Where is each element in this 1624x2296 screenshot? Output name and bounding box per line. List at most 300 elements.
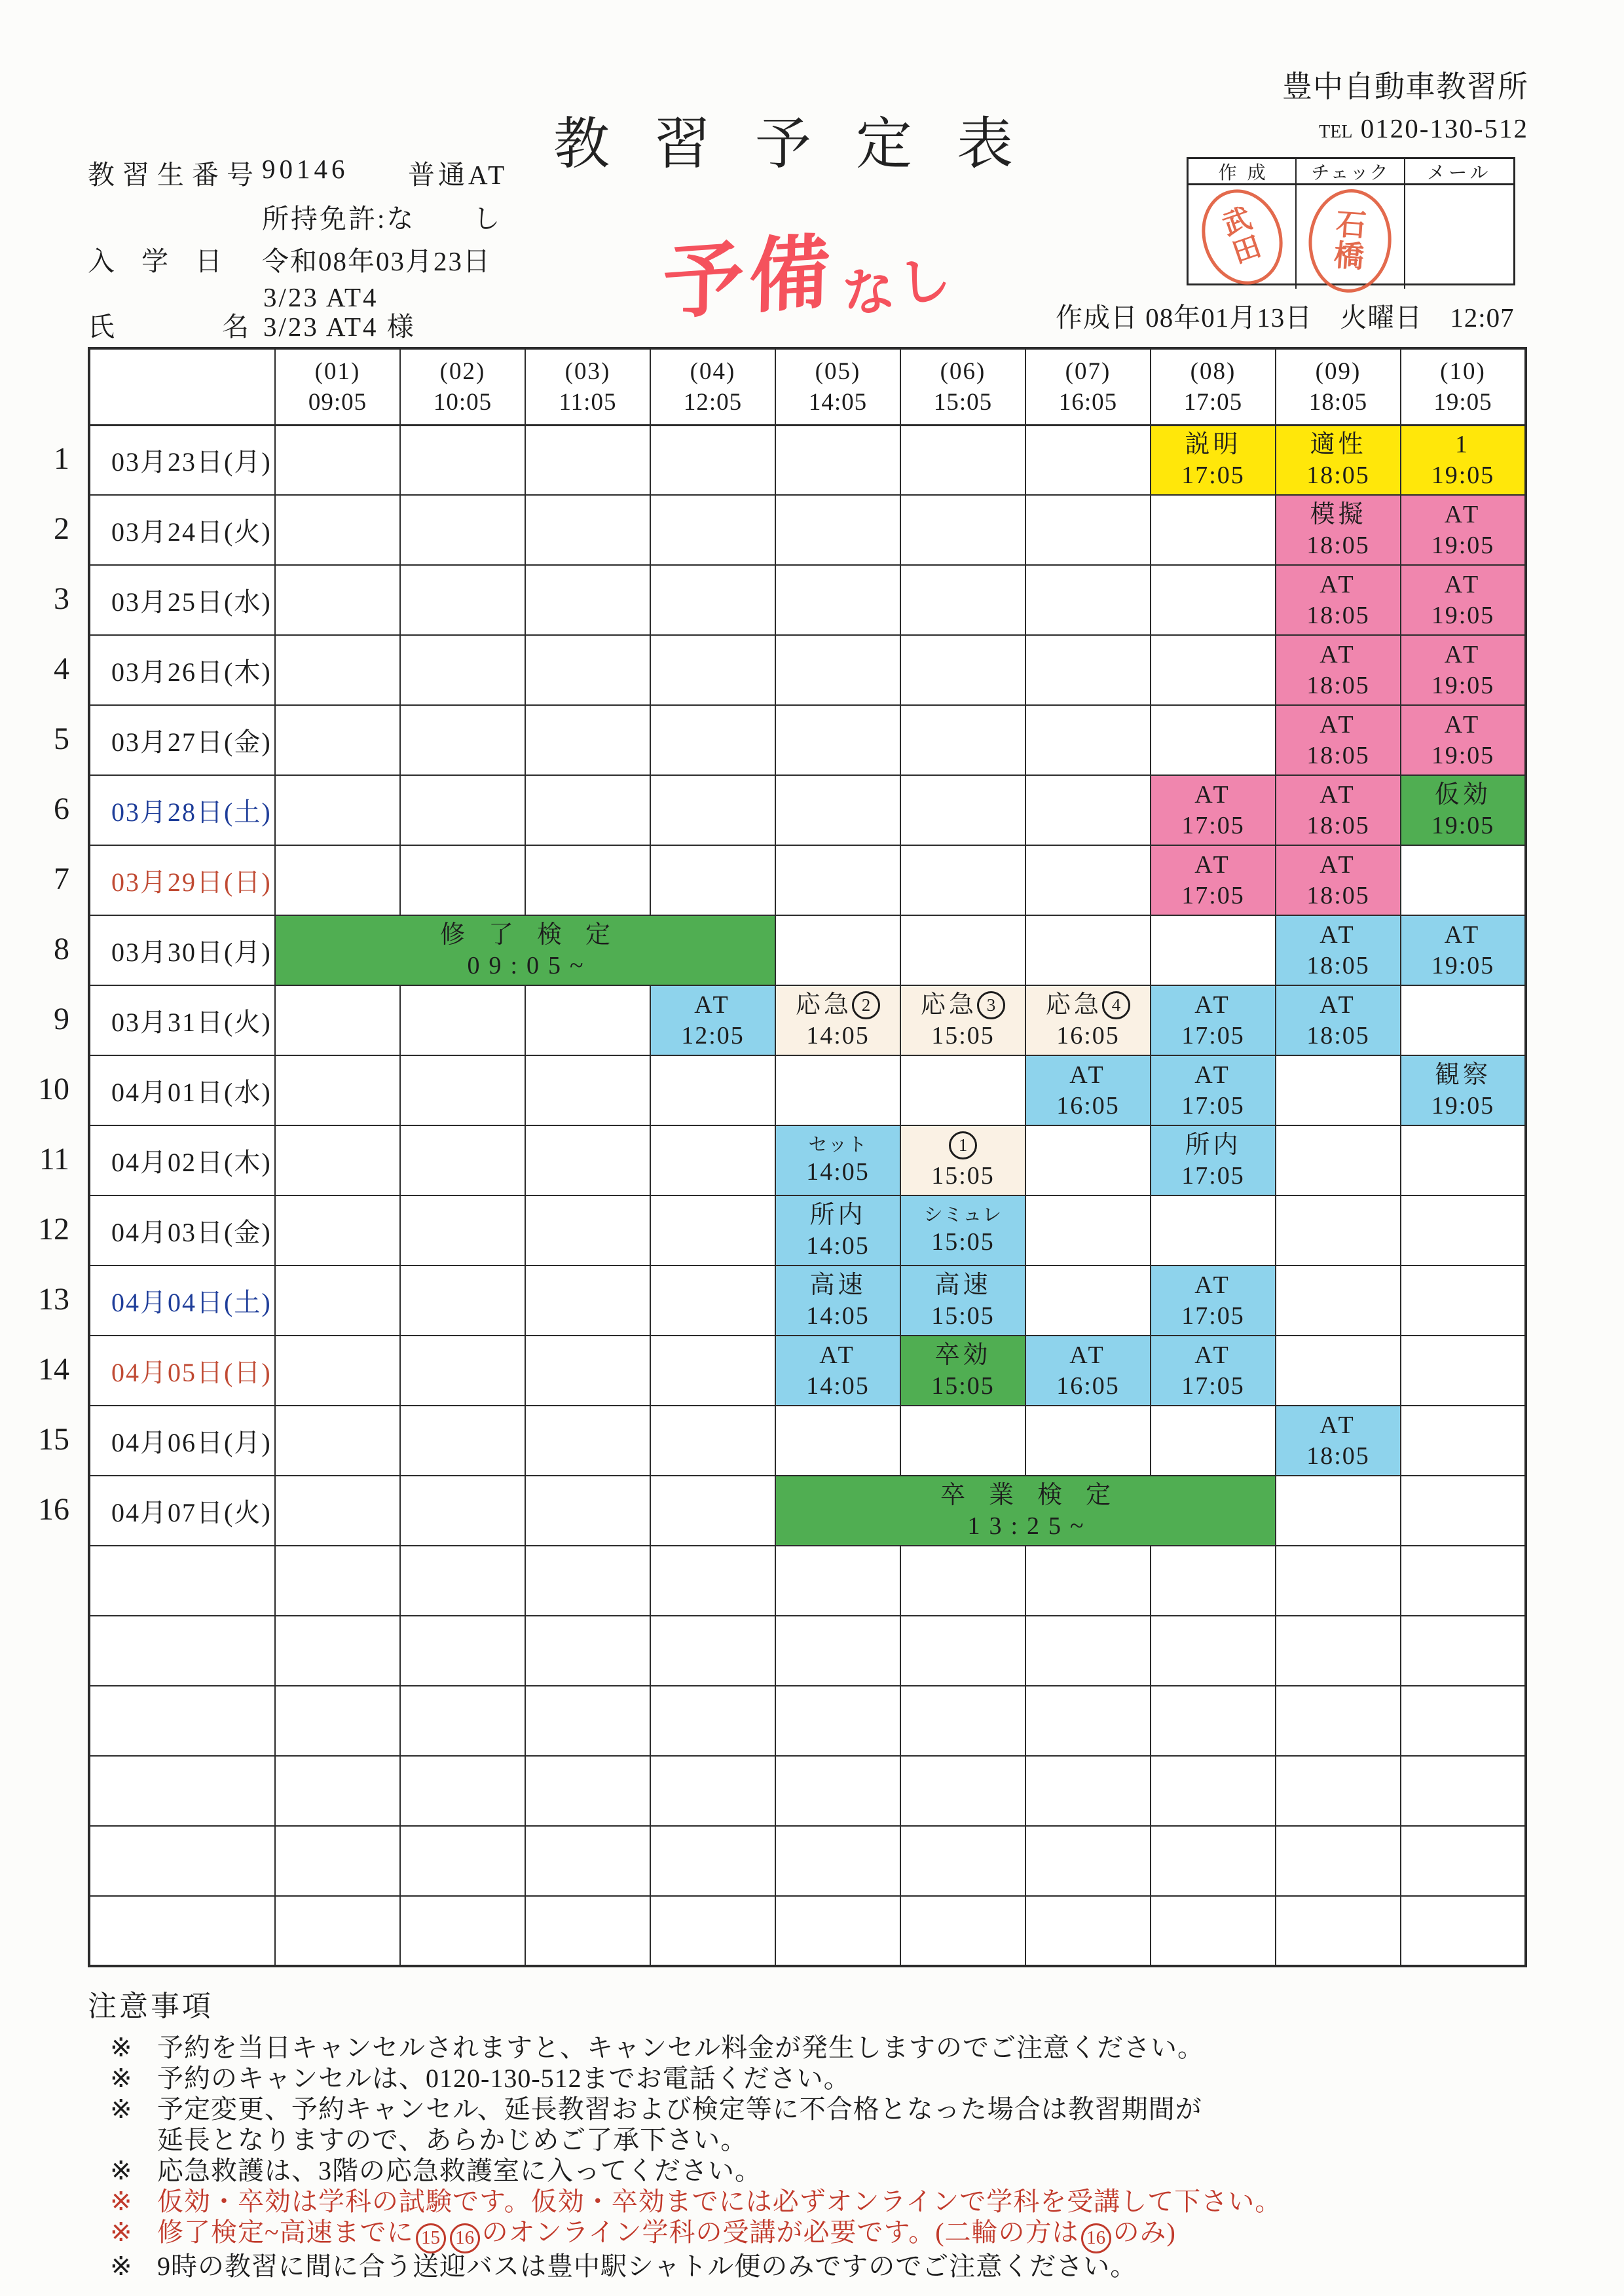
note-text [157, 2094, 1202, 2124]
lesson-label-text: 卒効 [934, 1341, 991, 1369]
lesson-label-text: AT [1320, 780, 1357, 809]
empty-cell [1025, 635, 1151, 705]
period-time: 11:05 [559, 388, 617, 416]
empty-cell [650, 1125, 775, 1195]
note-text [157, 2251, 1137, 2282]
empty-cell [400, 565, 525, 635]
empty-cell [1401, 1266, 1526, 1336]
lesson-time: 12:05 [681, 1021, 745, 1049]
empty-cell [1151, 1546, 1276, 1616]
empty-cell [775, 1406, 900, 1476]
note-text-segment: 応急救護は、3階の応急救護室に入ってください。 [157, 2156, 762, 2185]
empty-cell [1401, 1546, 1526, 1616]
empty-cell [650, 1826, 775, 1896]
empty-cell [1401, 985, 1526, 1055]
period-header [525, 348, 650, 425]
empty-cell [400, 1826, 525, 1896]
empty-cell [400, 705, 525, 775]
lesson-label-text: 適性 [1310, 431, 1367, 459]
empty-cell [775, 1756, 900, 1826]
row-number: 2 [54, 511, 69, 546]
empty-cell [400, 1616, 525, 1686]
lesson-cell [1151, 1336, 1276, 1406]
empty-cell [525, 1055, 650, 1125]
note-text [157, 2124, 747, 2155]
lesson-label [776, 991, 900, 1019]
period-number: (08) [1190, 357, 1236, 385]
lesson-time: 14:05 [806, 1302, 870, 1330]
empty-cell [400, 775, 525, 845]
lesson-label-text: AT [1320, 920, 1357, 949]
lesson-time: 17:05 [1181, 1091, 1245, 1120]
lesson-label [1026, 1341, 1150, 1370]
lesson-label-text: 応急 [1045, 991, 1102, 1019]
row-number: 5 [54, 721, 69, 756]
period-header [650, 348, 775, 425]
empty-cell [650, 705, 775, 775]
date-cell [89, 1616, 275, 1686]
lesson-cell [1276, 705, 1401, 775]
lesson-label [1151, 991, 1275, 1019]
lesson-label-text: 所内 [1185, 1131, 1242, 1159]
license-line: 所持免許:な し [262, 204, 502, 234]
lesson-label [1276, 851, 1400, 879]
empty-cell [1401, 1826, 1526, 1896]
period-number: (07) [1065, 357, 1111, 385]
empty-cell [525, 775, 650, 845]
lesson-label [776, 1482, 1275, 1510]
hanko-stamp-takeda [1189, 178, 1295, 295]
empty-cell [275, 775, 400, 845]
lesson-label-text: AT [1194, 780, 1232, 809]
handwritten-note [662, 198, 955, 335]
empty-cell [1401, 1336, 1526, 1406]
empty-cell [1401, 1686, 1526, 1756]
lesson-time: 14:05 [806, 1372, 870, 1400]
lesson-time: 17:05 [1181, 461, 1245, 489]
empty-cell [650, 1055, 775, 1125]
lesson-label [1276, 711, 1400, 739]
note-text-segment: 予約のキャンセルは、0120-130-512までお電話ください。 [157, 2064, 851, 2093]
empty-cell [275, 1896, 400, 1966]
empty-cell [1025, 1686, 1151, 1756]
empty-cell [650, 775, 775, 845]
lesson-cell [1276, 565, 1401, 635]
lesson-time: 15:05 [931, 1228, 995, 1256]
date-cell: 03月23日(月) [89, 425, 275, 495]
lesson-label-text: AT [1320, 710, 1357, 738]
note-text-segment: のオンライン学科の受講が必要です。(二輪の方は [481, 2217, 1079, 2247]
period-header [900, 348, 1025, 425]
lesson-label-text: AT [1320, 1411, 1357, 1439]
lesson-cell [1276, 915, 1401, 985]
schedule-table [88, 347, 1527, 1967]
empty-cell [1025, 565, 1151, 635]
date-column-header [89, 348, 275, 425]
note-text [157, 2063, 851, 2094]
empty-cell [1401, 1616, 1526, 1686]
empty-cell [1401, 1896, 1526, 1966]
circled-lesson-number: 15 [416, 2223, 446, 2253]
lesson-label-text: 模擬 [1310, 500, 1367, 528]
empty-cell [1151, 1195, 1276, 1266]
note-marker: ※ [110, 2094, 133, 2124]
empty-cell [775, 495, 900, 565]
empty-cell [1025, 1896, 1151, 1966]
lesson-time: 18:05 [1306, 671, 1370, 699]
lesson-label-text: 所内 [809, 1201, 866, 1229]
empty-cell [400, 1266, 525, 1336]
empty-cell [1276, 1896, 1401, 1966]
row-number: 7 [54, 862, 69, 896]
empty-cell [1401, 1406, 1526, 1476]
period-time: 12:05 [683, 388, 743, 416]
empty-cell [1276, 1686, 1401, 1756]
row-number [26, 1685, 79, 1755]
note-item [88, 2217, 1541, 2251]
empty-cell [275, 985, 400, 1055]
note-marker: ※ [110, 2156, 133, 2185]
note-text-segment: 予約を当日キャンセルされますと、キャンセル料金が発生しますのでご注意ください。 [157, 2033, 1204, 2062]
empty-cell [1276, 1125, 1401, 1195]
empty-cell [525, 845, 650, 915]
lesson-label-text: AT [1194, 991, 1232, 1019]
notes-list [88, 2032, 1541, 2282]
lesson-cell [1401, 1055, 1526, 1125]
lesson-label-text: AT [1320, 640, 1357, 668]
empty-cell [525, 495, 650, 565]
lesson-cell [1276, 845, 1401, 915]
period-header [775, 348, 900, 425]
empty-cell [1025, 705, 1151, 775]
row-number [26, 1825, 79, 1895]
period-number: (05) [815, 357, 861, 385]
empty-cell [775, 1686, 900, 1756]
empty-cell [275, 495, 400, 565]
lesson-time: 17:05 [1181, 1372, 1245, 1400]
empty-cell [650, 1336, 775, 1406]
lesson-label [1276, 781, 1400, 809]
row-number: 9 [54, 1002, 69, 1036]
tel-number: 0120-130-512 [1360, 113, 1528, 143]
empty-cell [1151, 1896, 1276, 1966]
lesson-label [776, 1201, 900, 1230]
approval-cell-check [1297, 185, 1405, 289]
note-text-segment: 9時の教習に間に合う送迎バスは豊中駅シャトル便のみですのでご注意ください。 [157, 2251, 1137, 2281]
empty-cell [1151, 1406, 1276, 1476]
empty-cell [900, 1756, 1025, 1826]
empty-cell [275, 705, 400, 775]
date-cell: 04月05日(日) [89, 1336, 275, 1406]
note-item [88, 2186, 1541, 2217]
empty-cell [1025, 495, 1151, 565]
lesson-cell [1276, 775, 1401, 845]
stamp-char: 石 [1335, 207, 1367, 243]
row-number [26, 1614, 79, 1685]
empty-cell [650, 1476, 775, 1546]
lesson-time: 18:05 [1306, 881, 1370, 909]
empty-cell [1276, 1826, 1401, 1896]
empty-cell [525, 1406, 650, 1476]
empty-cell [1025, 1195, 1151, 1266]
note-text-segment: 修了検定~高速までに [157, 2217, 414, 2247]
date-cell [89, 1826, 275, 1896]
empty-cell [525, 1266, 650, 1336]
empty-cell [1151, 565, 1276, 635]
empty-cell [650, 1406, 775, 1476]
empty-cell [275, 1055, 400, 1125]
empty-cell [275, 635, 400, 705]
row-number-column [26, 424, 79, 1965]
lesson-label [1401, 921, 1524, 949]
row-number: 13 [38, 1282, 69, 1317]
lesson-cell [650, 985, 775, 1055]
note-text-segment: 仮効・卒効は学科の試験です。仮効・卒効までには必ずオンラインで学科を受講して下さい。 [157, 2187, 1282, 2216]
schedule-row [89, 1195, 1526, 1266]
lesson-label [276, 921, 775, 949]
lesson-label-text: AT [1320, 570, 1357, 598]
empty-cell [900, 1616, 1025, 1686]
lesson-cell [1401, 565, 1526, 635]
period-header [1401, 348, 1526, 425]
empty-cell [400, 1336, 525, 1406]
schedule-row [89, 1756, 1526, 1826]
lesson-cell [900, 985, 1025, 1055]
lesson-time: 18:05 [1306, 461, 1370, 489]
note-text-segment: 延長となりますので、あらかじめご了承下さい。 [157, 2125, 748, 2155]
lesson-time: 15:05 [931, 1372, 995, 1400]
schedule-row [89, 1686, 1526, 1756]
empty-cell [1151, 915, 1276, 985]
lesson-label-text: セット [808, 1134, 868, 1156]
note-item [88, 2155, 1541, 2186]
lesson-label-text: AT [1444, 710, 1482, 738]
schedule-row [89, 565, 1526, 635]
empty-cell [400, 1686, 525, 1756]
note-text-segment: のみ) [1113, 2217, 1176, 2247]
empty-cell [775, 705, 900, 775]
date-cell [89, 1686, 275, 1756]
row-number: 14 [38, 1352, 69, 1387]
school-header [1282, 63, 1528, 144]
empty-cell [1151, 495, 1276, 565]
period-time: 14:05 [808, 388, 868, 416]
empty-cell [900, 845, 1025, 915]
lesson-cell [775, 985, 900, 1055]
lesson-label-text: AT [1320, 991, 1357, 1019]
empty-cell [1151, 635, 1276, 705]
lesson-cell [775, 1476, 1276, 1546]
lesson-label-text: 観察 [1434, 1061, 1491, 1089]
empty-cell [275, 1616, 400, 1686]
row-number: 12 [38, 1212, 69, 1247]
empty-cell [275, 1476, 400, 1546]
lesson-label [651, 991, 775, 1019]
period-time: 10:05 [433, 388, 492, 416]
note-item [88, 2063, 1541, 2094]
stamp-char: 田 [1228, 231, 1265, 270]
empty-cell [775, 635, 900, 705]
lesson-cell [900, 1195, 1025, 1266]
lesson-label [1151, 1061, 1275, 1089]
lesson-label [1276, 641, 1400, 669]
empty-cell [525, 1336, 650, 1406]
empty-cell [275, 1336, 400, 1406]
lesson-time: 17:05 [1181, 881, 1245, 909]
lesson-time: 15:05 [931, 1302, 995, 1330]
empty-cell [900, 1686, 1025, 1756]
name-label: 氏 名 [88, 312, 249, 342]
empty-cell [775, 1896, 900, 1966]
empty-cell [775, 775, 900, 845]
empty-cell [775, 845, 900, 915]
lesson-label [1401, 501, 1524, 529]
period-header [1151, 348, 1276, 425]
approval-header-check: チェック [1297, 159, 1405, 185]
lesson-label [1401, 571, 1524, 599]
lesson-label-text: 仮効 [1434, 780, 1491, 809]
row-number: 4 [54, 651, 69, 686]
lesson-time: 16:05 [1056, 1091, 1120, 1120]
period-header [400, 348, 525, 425]
lesson-time: 18:05 [1306, 951, 1370, 979]
empty-cell [525, 1476, 650, 1546]
class-code: 3/23 AT4 [263, 282, 378, 312]
empty-cell [1025, 845, 1151, 915]
lesson-cell [1025, 1055, 1151, 1125]
lesson-time: 09:05~ [467, 951, 593, 979]
empty-cell [275, 1125, 400, 1195]
empty-cell [275, 1546, 400, 1616]
lesson-time: 18:05 [1306, 741, 1370, 769]
empty-cell [525, 635, 650, 705]
empty-cell [650, 1756, 775, 1826]
student-no-value: 90146 [262, 154, 349, 184]
empty-cell [1025, 425, 1151, 495]
period-number: (04) [690, 357, 736, 385]
note-item [88, 2032, 1541, 2063]
schedule-row [89, 1476, 1526, 1546]
lesson-label-text: AT [1069, 1061, 1107, 1089]
empty-cell [900, 705, 1025, 775]
empty-cell [900, 1546, 1025, 1616]
empty-cell [1025, 1125, 1151, 1195]
empty-cell [1151, 1686, 1276, 1756]
empty-cell [275, 1406, 400, 1476]
lesson-cell [1401, 425, 1526, 495]
empty-cell [650, 565, 775, 635]
empty-cell [1025, 1406, 1151, 1476]
empty-cell [650, 1896, 775, 1966]
empty-cell [1276, 1336, 1401, 1406]
empty-cell [900, 635, 1025, 705]
school-tel [1282, 113, 1528, 144]
lesson-label [1151, 1271, 1275, 1300]
empty-cell [650, 635, 775, 705]
name-value: 3/23 AT4 様 [263, 312, 416, 342]
lesson-label-text: AT [694, 991, 731, 1019]
empty-cell [1025, 915, 1151, 985]
empty-cell [275, 1686, 400, 1756]
circled-number: 4 [1102, 991, 1130, 1019]
empty-cell [525, 425, 650, 495]
lesson-cell [1151, 425, 1276, 495]
period-time: 16:05 [1058, 388, 1118, 416]
empty-cell [275, 1826, 400, 1896]
empty-cell [525, 1756, 650, 1826]
date-cell: 04月01日(水) [89, 1055, 275, 1125]
approval-header-mail: メール [1405, 159, 1513, 185]
lesson-label [1151, 851, 1275, 879]
row-number: 1 [54, 441, 69, 476]
row-number: 11 [39, 1142, 69, 1176]
empty-cell [400, 495, 525, 565]
lesson-label-text: 応急 [795, 991, 852, 1019]
lesson-cell [1151, 985, 1276, 1055]
lesson-time: 19:05 [1431, 741, 1495, 769]
empty-cell [1025, 775, 1151, 845]
lesson-label-text: AT [1320, 850, 1357, 879]
lesson-cell [900, 1266, 1025, 1336]
empty-cell [1276, 1195, 1401, 1266]
schedule-row [89, 985, 1526, 1055]
schedule-row [89, 915, 1526, 985]
lesson-label [1026, 1061, 1150, 1089]
school-name: 豊中自動車教習所 [1282, 70, 1528, 103]
lesson-time: 14:05 [806, 1158, 870, 1186]
empty-cell [525, 1616, 650, 1686]
lesson-cell [1401, 495, 1526, 565]
date-cell [89, 1896, 275, 1966]
lesson-label-text: AT [1194, 1271, 1232, 1299]
schedule-row [89, 1826, 1526, 1896]
note-item [88, 2251, 1541, 2282]
lesson-cell [1401, 705, 1526, 775]
empty-cell [1401, 1195, 1526, 1266]
empty-cell [525, 1195, 650, 1266]
empty-cell [525, 565, 650, 635]
empty-cell [1151, 1826, 1276, 1896]
schedule-row [89, 845, 1526, 915]
period-number: (01) [314, 357, 361, 385]
lesson-label-text: AT [1444, 500, 1482, 528]
empty-cell [525, 1546, 650, 1616]
empty-cell [775, 1826, 900, 1896]
date-cell: 03月31日(火) [89, 985, 275, 1055]
lesson-cell [1401, 635, 1526, 705]
empty-cell [1025, 1616, 1151, 1686]
empty-cell [275, 425, 400, 495]
lesson-time: 18:05 [1306, 531, 1370, 559]
empty-cell [1276, 1055, 1401, 1125]
empty-cell [400, 425, 525, 495]
empty-cell [1025, 1266, 1151, 1336]
lesson-time: 18:05 [1306, 811, 1370, 839]
lesson-label [1401, 781, 1524, 809]
note-item [88, 2124, 1541, 2155]
empty-cell [900, 425, 1025, 495]
lesson-label-text: 修了検定 [439, 920, 634, 949]
period-header [1025, 348, 1151, 425]
period-number: (10) [1440, 357, 1486, 385]
date-cell: 04月04日(土) [89, 1266, 275, 1336]
period-number: (06) [940, 357, 986, 385]
lesson-time: 13:25~ [967, 1512, 1093, 1540]
lesson-cell [1151, 1055, 1276, 1125]
schedule-row [89, 1616, 1526, 1686]
lesson-label-text: AT [1444, 570, 1482, 598]
empty-cell [650, 425, 775, 495]
